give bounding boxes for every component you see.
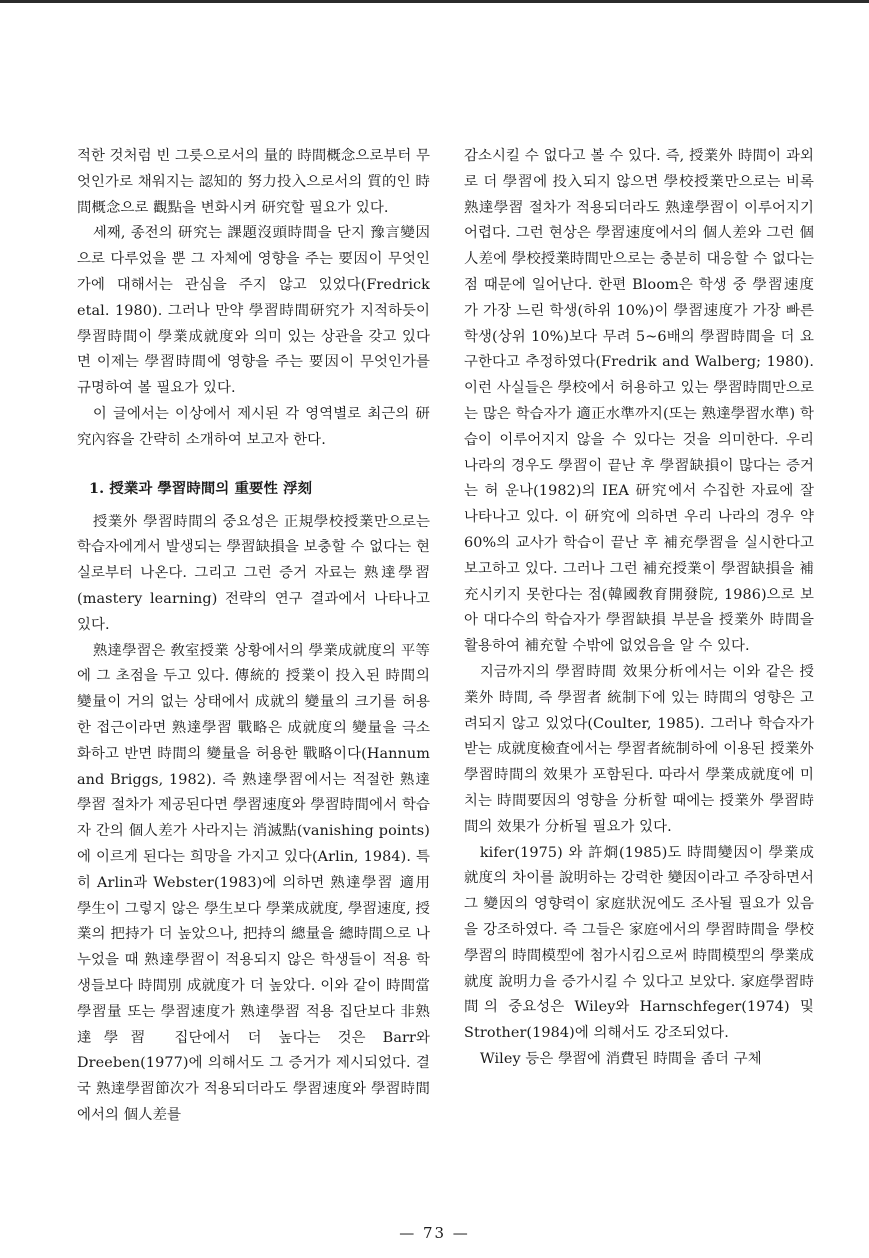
page-number: — 73 — xyxy=(399,1224,470,1242)
right-paragraph-4: Wiley 등은 學習에 消費된 時間을 좀더 구체 xyxy=(479,1050,762,1067)
left-paragraph-4: 授業外 學習時間의 중요성은 正規學校授業만으로는 학습자에게서 발생되는 學習缺損을 보충할 수 없다는 현실로부터 나온다. 그리고 그런 증거 자료는 熟達學習(mastery learning) 전략의 연구 결과에서 나타나고 있다. xyxy=(77,513,430,633)
right-paragraph-2: 지금까지의 學習時間 效果分析에서는 이와 같은 授業外 時間, 즉 學習者 統制下에 있는 時間의 영향은 고려되지 않고 있었다(Coulter, 1985). 그러나 학습자가 받는 成就度檢査에서는 學習者統制하에 이용된 授業外 學習時間의 效果가 포함된다. 따라서 學業成就度에 미치는 時間要因의 영향을 分析할 때에는 授業外 學習時間의 效果가 分析될 필요가 있다. xyxy=(464,663,814,835)
left-paragraph-1: 적한 것처럼 빈 그릇으로서의 量的 時間概念으로부터 무엇인가로 채워지는 認知的 努力投入으로서의 質的인 時間概念으로 觀點을 변화시켜 研究할 필요가 있다. xyxy=(77,148,431,216)
left-paragraph-2: 세째, 종전의 研究는 課題沒頭時間을 단지 豫言變因으로 다루었을 뿐 그 자체에 영향을 주는 要因이 무엇인가에 대해서는 관심을 주지 않고 있었다(Fredrick etal. 1980). 그러나 만약 學習時間研究가 지적하듯이 學習時間이 學業成就度와 의미 있는 상관을 갖고 있다면 이제는 學習時間에 영향을 주는 要因이 무엇인가를 규명하여 볼 필요가 있다. xyxy=(77,225,430,397)
scan-top-edge xyxy=(0,0,869,3)
left-column xyxy=(77,144,430,1129)
right-column xyxy=(464,144,814,1073)
right-paragraph-1: 감소시킬 수 없다고 볼 수 있다. 즉, 授業外 時間이 과외로 더 學習에 投入되지 않으면 學校授業만으로는 비록 熟達學習 절차가 적용되더라도 熟達學習이 이루어지기 어렵다. 그런 현상은 學習速度에서의 個人差와 그런 個人差에 學校授業時間만으로는 충분히 대응할 수 없다는 점 때문에 일어난다. 한편 Bloom은 학생 중 學習速度가 가장 느린 학생(하위 10%)이 學習速度가 가장 빠른 학생(상위 10%)보다 무려 5~6배의 學習時間을 더 요구한다고 추정하였다(Fredrik and Walberg; 1980). 이런 사실들은 學校에서 허용하고 있는 學習時間만으로는 많은 학습자가 適正水準까지(또는 熟達學習水準) 학습이 이루어지지 않을 수 있다는 것을 의미한다. 우리 나라의 경우도 學習이 끝난 후 學習缺損이 많다는 증거는 허 운나(1982)의 IEA 研究에서 수집한 자료에 잘 나타나고 있다. 이 研究에 의하면 우리 나라의 경우 약 60%의 교사가 학습이 끝난 후 補充學習을 실시한다고 보고하고 있다. 그러나 그런 補充授業이 學習缺損을 補充시키지 못한다는 점(韓國敎育開發院, 1986)으로 보아 대다수의 학습자가 學習缺損 부분을 授業外 時間을 활용하여 補充할 수밖에 없었음을 알 수 있다. xyxy=(464,148,814,655)
left-paragraph-3: 이 글에서는 이상에서 제시된 각 영역별로 최근의 研究內容을 간략히 소개하여 보고자 한다. xyxy=(77,405,430,448)
left-paragraph-5: 熟達學習은 敎室授業 상황에서의 學業成就度의 平等에 그 초점을 두고 있다. 傳統的 授業이 投入된 時間의 變量이 거의 없는 상태에서 成就의 變量의 크기를 허용한 접근이라면 熟達學習 戰略은 成就度의 變量을 극소화하고 반면 時間의 變量을 허용한 戰略이다(Hannum and Briggs, 1982). 즉 熟達學習에서는 적절한 熟達學習 절차가 제공된다면 學習速度와 學習時間에서 학습자 간의 個人差가 사라지는 消滅點(vanishing points)에 이르게 된다는 희망을 가지고 있다(Arlin, 1984). 특히 Arlin과 Webster(1983)에 의하면 熟達學習 適用學生이 그렇지 않은 學生보다 學業成就度, 學習速度, 授業의 把持가 더 높았으나, 把持의 總量을 總時間으로 나누었을 때 熟達學習이 적용되지 않은 학생들이 적용 학생들보다 時間別 成就度가 더 높았다. 이와 같이 時間當 學習量 또는 學習速度가 熟達學習 적용 집단보다 非熟達學習 집단에서 더 높다는 것은 Barr와 Dreeben(1977)에 의해서도 그 증거가 제시되었다. 결국 熟達學習節次가 적용되더라도 學習速度와 學習時間에서의 個人差를 xyxy=(77,642,430,1123)
section-heading: 1. 授業과 學習時間의 重要性 浮刻 xyxy=(89,479,313,497)
right-paragraph-3: kifer(1975) 와 許烱(1985)도 時間變因이 學業成就度의 차이를 說明하는 강력한 變因이라고 주장하면서 그 變因의 영향력이 家庭狀況에도 조사될 필요가 있음을 강조하였다. 즉 그들은 家庭에서의 學習時間을 學校學習의 時間模型에 첨가시킴으로써 時間模型의 學業成就度 說明力을 증가시킬 수 있다고 보았다. 家庭學習時間의 중요성은 Wiley와 Harnschfeger(1974) 및 Strother(1984)에 의해서도 강조되었다. xyxy=(464,844,814,1042)
